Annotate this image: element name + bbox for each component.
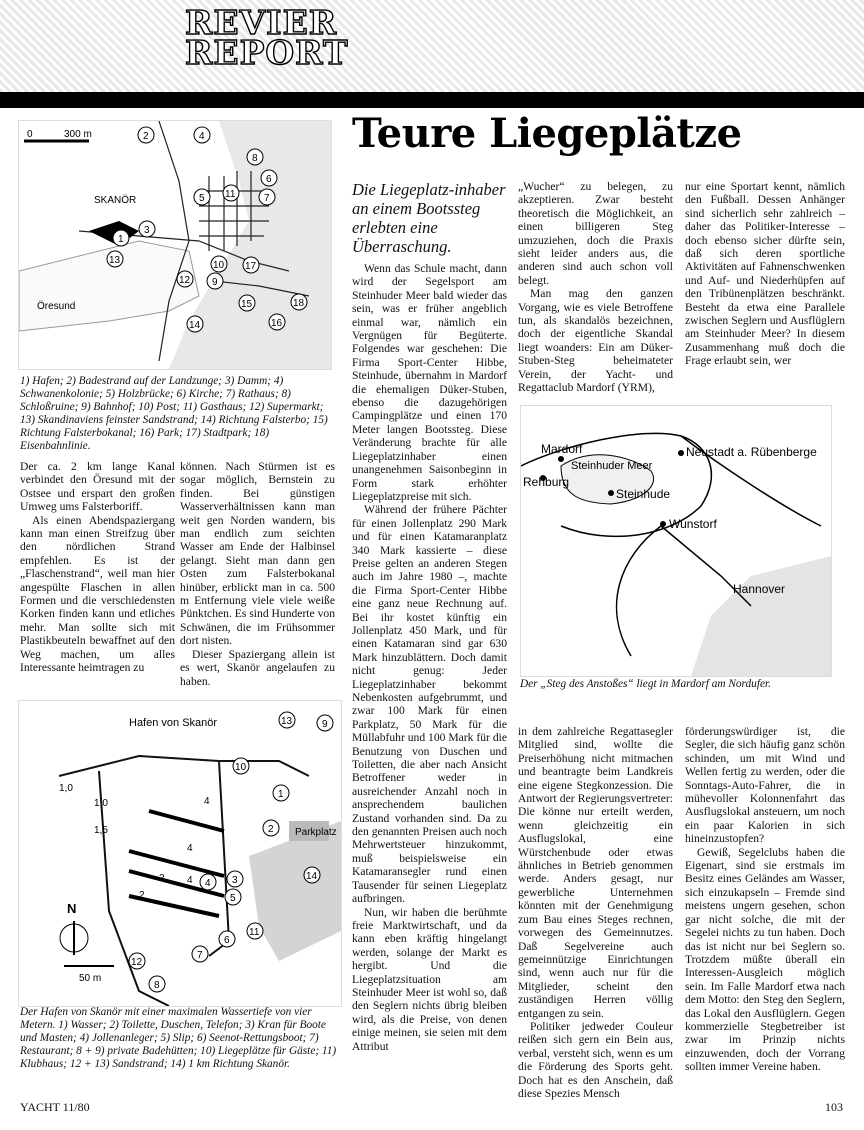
map2-marker-9: 9 — [322, 719, 328, 730]
map1-marker-18: 18 — [293, 298, 305, 309]
map1-marker-16: 16 — [271, 318, 283, 329]
town-hannover: Hannover — [733, 582, 786, 596]
depth-2: 1,0 — [94, 798, 108, 809]
lead-text: Die Liegeplatz-inhaber an einem Bootssteg erlebten eine Überraschung. — [352, 180, 506, 256]
map2-marker-13: 13 — [281, 716, 293, 727]
revier-report-logo: REVIER REPORT — [185, 3, 349, 72]
north-arrow: N — [67, 901, 77, 916]
map1-marker-2: 2 — [143, 131, 149, 142]
parking-label: Parkplatz — [295, 827, 337, 838]
map1-marker-8: 8 — [252, 153, 258, 164]
map1-marker-6: 6 — [266, 174, 272, 185]
depth-6: 4 — [187, 875, 193, 886]
map2-marker-2: 2 — [268, 824, 274, 835]
map3-caption: Der „Steg des Anstoßes“ liegt in Mardorf am Nordufer. — [520, 678, 771, 690]
map2-marker-11: 11 — [249, 927, 260, 938]
skanor-town-map — [18, 120, 332, 370]
map2-marker-6: 6 — [224, 935, 230, 946]
map2-marker-7: 7 — [197, 950, 203, 961]
left-column-1: Der ca. 2 km lange Kanal verbindet den Öresund mit der Ostsee und erspart den großen Umweg ums Falsterboriff. Als einen Abendspaziergang kann man einen Streifzug über den nördlichen Strand empfehlen. Es ist der „Flaschenstrand“, weil man hier angespülte Flaschen in allen Formen und die verschiedensten Korken finden kann und etliches mehr. Man sollte sich mit Plastikbeuteln bewaffnet auf den Weg machen, um alles Interessante heimtragen zu — [20, 460, 175, 675]
map1-marker-14: 14 — [189, 320, 201, 331]
map2-marker-4: 4 — [205, 878, 211, 889]
map1-marker-15: 15 — [241, 299, 253, 310]
map2-marker-10: 10 — [235, 762, 247, 773]
depth-5: 4 — [187, 843, 193, 854]
scale-zero: 0 — [27, 129, 33, 140]
place-skanor: SKANÖR — [94, 195, 137, 206]
header-bar — [0, 92, 864, 108]
map1-marker-4: 4 — [199, 131, 205, 142]
column-c-top: nur eine Sportart kennt, nämlich den Fußball. Dessen Anhänger sind sicherlich sehr zahlreich – daher das Politiker-Interesse – doch ebenso sicher dürfte sein, daß sich deren sportliche Aktivitäten auf Fahnenschwenken und Auf- und Niederhüpfen auf den Tribünenplätzen beschränkt. Besteht da etwa eine Parallele zwischen Seglern und Ausflüglern am Steinhuder Meer? In diesem Zusammenhang muß doch die Frage erlaubt sein, wer — [685, 180, 845, 368]
town-wunstorf: Wunstorf — [669, 517, 717, 531]
depth-8: 2 — [139, 890, 145, 901]
town-rehburg: Rehburg — [523, 475, 570, 489]
map2-marker-8: 8 — [154, 980, 160, 991]
column-c-bottom: förderungswürdiger ist, die Segler, die sich häufig ganz schön schinden, um mit Wind und Wellen fertig zu werden, oder die Sonntags-Auto-Fahrer, die in mühevoller Kolonnenfahrt das Ausflugslokal ansteuern, um noch ein paar Kalorien in sich hineinzustopfen? Gewiß, Segelclubs haben die Eigenart, sind sie erstmals im Besitz eines Geländes am Wasser, sich einzukapseln – Fremde sind meistens ungern gesehen, schon gar nicht solche, die mit der Segelei nichts zu tun haben. Doch das ist nicht nur bei Seglern so. Trotzdem müßte überall ein Interessen-Ausgleich möglich sein. Im Falle Mardorf etwa nach dem Motto: den Steg den Seglern, das Lokal den Ausflüglern. Gegen kommerzielle Stegbetreiber ist zwar im Prinzip nichts einzuwenden, doch der Vorrang sollten immer Vereine haben. — [685, 725, 845, 1074]
depth-1: 1,0 — [59, 783, 73, 794]
map2-marker-3: 3 — [232, 875, 238, 886]
place-oresund: Öresund — [37, 301, 76, 312]
map1-caption: 1) Hafen; 2) Badestrand auf der Landzunge; 3) Damm; 4) Schwanenkolonie; 5) Holzbrücke; 6) Kirche; 7) Rathaus; 8) Schloßruine; 9) Bahnhof; 10) Post; 11) Gasthaus; 12) Supermarkt; 13) Skandinaviens feinster Sandstrand; 14) Richtung Falsterbo; 15) Richtung Falsterbokanal; 16) Park; 17) Stadtpark; 18) Eisenbahnlinie. — [20, 375, 328, 453]
map1-marker-17: 17 — [245, 261, 257, 272]
map1-marker-1: 1 — [118, 234, 124, 245]
column-a: Wenn das Schule macht, dann wird der Segelsport am Steinhuder Meer bald wieder das sein, was er früher angeblich einmal war, nämlich ein Vergnügen für Begüterte. Folgendes war geschehen: Die Firma Sport-Center Hibbe, Steinhude, übernahm in Mardorf die ehemaligen Düker-Stuben, ebenso die dazugehörigen Campingplätze und einen 170 Meter langen Bootssteg. Diese Veränderung brachte für alle Liegeplatzinhaber einen unangenehmen Saisonbeginn in Form stark erhöhter Liegeplatzpreise mit sich. Während der frühere Pächter für einen Jollenplatz 290 Mark und für einen Katamaranplatz 340 Mark kassierte – diese Preise gelten an anderen Stegen auch im Jahre 1980 –, machte die Firma Sport-Center Hibbe eine ganz neue Rechnung auf. Bei ihr kostet künftig ein Jollenplatz 450 Mark, und für einen Katamaran sind gar 630 Mark hinzublättern. Doch damit nicht genug: Jeder Liegeplatzinhaber bekommt Nebenkosten aufgebrummt, und zwar 100 Mark für einen Parkplatz, 50 Mark für die Müllabfuhr und 100 Mark für die Benutzung von Duschen und Toiletten, die aber nach Ansicht Betroffener weder in ausreichender Anzahl noch in ansprechendem baulichen Zustand vorhanden sind. Da zu den genannten Preisen auch noch Mehrwertsteuer hinzukommt, muß beispielsweise ein Katamaransegler rund einen Tausender für seinen Liegeplatz aufbringen. Nun, wir haben die berühmte freie Marktwirtschaft, und da kann eben kräftig hingelangt werden, solange der Markt es hergibt. Und die Liegeplatzsituation am Steinhuder Meer ist wohl so, daß den Seglern nichts übrig bleiben wird, als die Preise, von denen einige meinen, sie seien mit dem Attribut — [352, 262, 507, 1053]
column-b-bottom: in dem zahlreiche Regattasegler Mitglied sind, wollte die Preiserhöhung nicht mitmachen und beantragte beim Landkreis eine eigene Stegkonzession. Die Antwort der Regierungsvertreter: Die könne nur erteilt werden, wenn gleichzeitig ein Ausflugslokal, eine Würstchenbude oder etwas ähnliches in Betrieb genommen werde. Anders gesagt, nur gewerbliche Unternehmen könnten mit der Genehmigung zum Bau eines Steges rechnen, vorwegen des Gemeinnutzes. Daß Segelvereine auch gemeinnützige Einrichtungen sind, wenn auch nur für die Mitglieder, scheint den zuständigen Herren völlig entgangen zu sein. Politiker jedweder Couleur reißen sich gern ein Bein aus, verbal, versteht sich, wenn es um die Förderung des Sports geht. Doch hat es den Anschein, daß diese Spezies Mensch — [518, 725, 673, 1100]
map2-marker-12: 12 — [131, 957, 143, 968]
header-band — [0, 0, 864, 92]
scale-label: 300 m — [64, 129, 92, 140]
map2-scale: 50 m — [79, 973, 102, 984]
map1-marker-3: 3 — [144, 225, 150, 236]
steinhuder-meer-map — [520, 405, 832, 677]
map1-marker-10: 10 — [213, 260, 225, 271]
map2-caption: Der Hafen von Skanör mit einer maximalen Wassertiefe von vier Metern. 1) Wasser; 2) Toilette, Duschen, Telefon; 3) Kran für Boote und Masten; 4) Jollenanleger; 5) Slip; 6) Seenot-Rettungsboot; 7) Restaurant; 8 + 9) private Badehütten; 10) Liegeplätze für Gäste; 11) Klubhaus; 12 + 13) Sandstrand; 14) 1 km Richtung Skanör. — [20, 1006, 337, 1071]
map1-marker-9: 9 — [212, 277, 218, 288]
town-neustadt: Neustadt a. Rübenberge — [686, 445, 817, 459]
map2-marker-5: 5 — [230, 893, 236, 904]
page-number: 103 — [825, 1100, 843, 1114]
lake-steinhuder-meer: Steinhuder Meer — [571, 460, 653, 472]
harbour-plan-map — [18, 700, 342, 1007]
map1-marker-7: 7 — [264, 193, 270, 204]
map2-marker-1: 1 — [278, 789, 284, 800]
depth-4: 4 — [204, 796, 210, 807]
map1-marker-5: 5 — [199, 193, 205, 204]
town-mardorf: Mardorf — [541, 442, 583, 456]
map2-marker-14: 14 — [306, 871, 318, 882]
town-steinhude: Steinhude — [616, 487, 671, 501]
issue-label: YACHT 11/80 — [20, 1100, 90, 1114]
harbour-title: Hafen von Skanör — [129, 717, 218, 729]
map1-marker-11: 11 — [225, 189, 236, 200]
map1-marker-13: 13 — [109, 255, 121, 266]
column-b-top: „Wucher“ zu belegen, zu akzeptieren. Zwar besteht theoretisch die Möglichkeit, an einen billigeren Steg umzuziehen, doch die Praxis sieht leider anders aus, die anderen sind auch schon voll belegt. Man mag den ganzen Vorgang, wie es viele Betroffene tun, als skandalös bezeichnen, doch der eigentliche Skandal liegt woanders: Ein am Düker-Stuben-Steg beheimateter Verein, der Yacht- und Regattaclub Mardorf (YRM), — [518, 180, 673, 395]
left-column-2: können. Nach Stürmen ist es sogar möglich, Bernstein zu finden. Bei günstigen Wasserverhältnissen kann man weit gen Norden wandern, bis man endlich zum seichten Wasser am Ende der Halbinsel gelangt. Sieht man dann gen Osten zum Falsterbokanal hinüber, erblickt man in ca. 500 m Entfernung viele viele weiße Pünktchen. Es sind Hunderte von Schwänen, die im Frühsommer dort nisten. Dieser Spaziergang allein ist es wert, Skanör angelaufen zu haben. — [180, 460, 335, 688]
depth-7: 2 — [159, 873, 165, 884]
map1-marker-12: 12 — [179, 275, 191, 286]
page-title: Teure Liegeplätze — [352, 110, 742, 157]
depth-3: 1,5 — [94, 825, 108, 836]
